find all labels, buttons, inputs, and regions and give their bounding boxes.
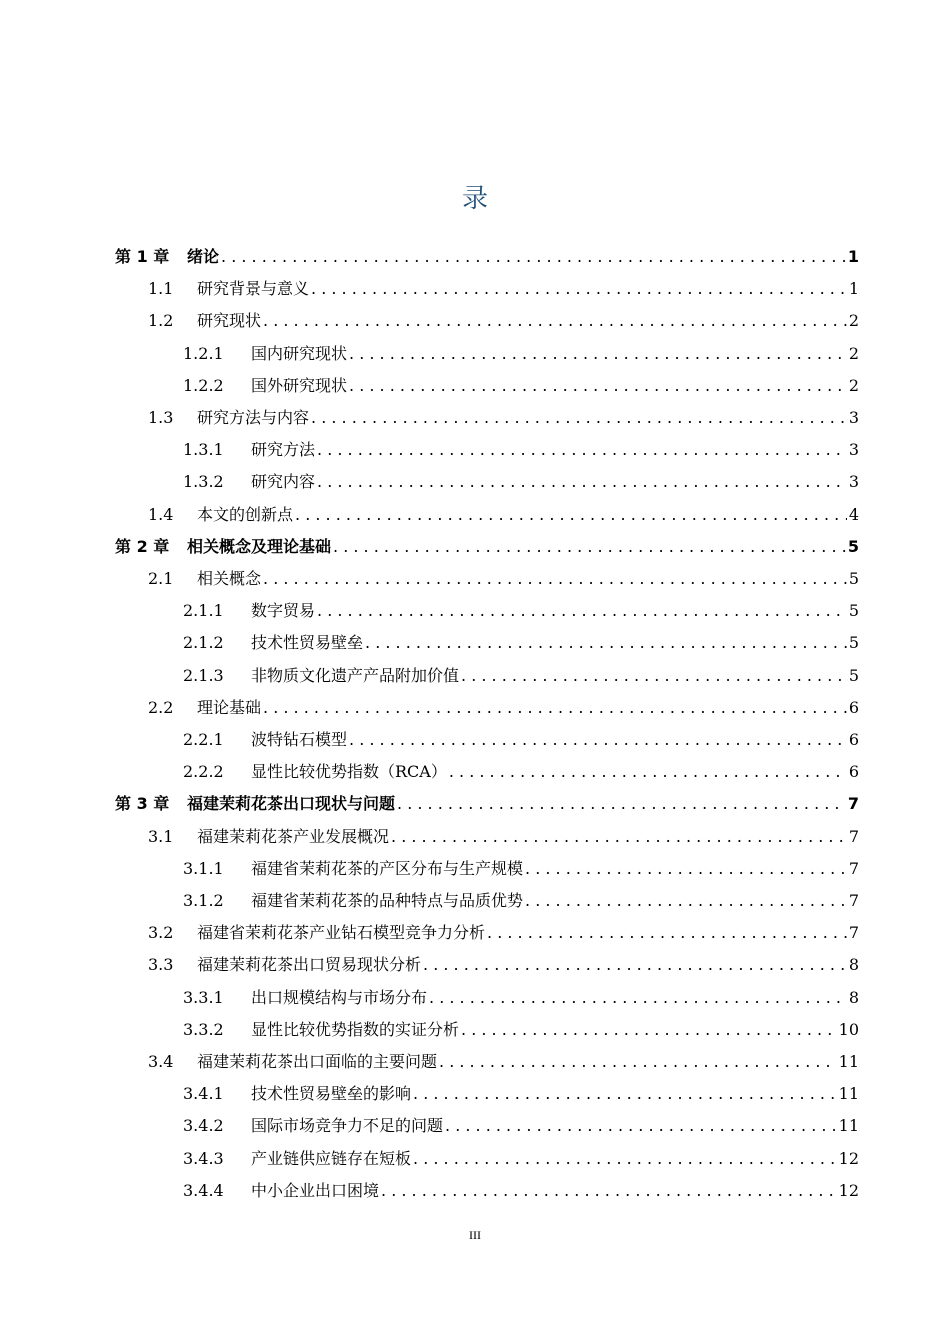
toc-entry-text: 出口规模结构与市场分布 (251, 987, 428, 1007)
toc-entry-page: 4 (848, 504, 859, 524)
toc-entry-page: 6 (848, 697, 859, 717)
toc-entry[interactable] (148, 1049, 859, 1075)
toc-entry-number: 3.3.2 (183, 1019, 224, 1039)
toc-entry-page: 7 (848, 891, 859, 910)
toc-entry-page: 2 (848, 343, 859, 363)
toc-entry-number: 3.4.3 (183, 1148, 224, 1168)
toc-entry-number: 1.1 (148, 279, 174, 299)
toc-entry-page: 5 (848, 601, 859, 621)
toc-entry[interactable] (183, 1146, 859, 1172)
toc-entry-page: 2 (848, 375, 859, 395)
toc-entry-number: 3.3 (148, 955, 174, 975)
toc-entry-text: 国内研究现状 (251, 343, 348, 363)
dot-leader (525, 891, 847, 910)
toc-entry-text: 非物质文化遗产产品附加价值 (251, 665, 460, 685)
toc-entry-text: 绪论 (187, 247, 220, 266)
dot-leader (525, 859, 847, 878)
dot-leader (365, 633, 847, 652)
toc-entry-page: 11 (838, 1084, 859, 1104)
toc-entry[interactable] (183, 1081, 859, 1107)
toc-entry[interactable] (148, 920, 859, 946)
toc-entry[interactable] (115, 791, 859, 817)
toc-entry[interactable] (183, 985, 859, 1011)
dot-leader (263, 569, 847, 588)
toc-entry-number: 1.2.1 (183, 343, 224, 363)
toc-entry-page: 1 (847, 247, 859, 266)
toc-entry[interactable] (148, 952, 859, 978)
dot-leader (461, 1020, 837, 1039)
dot-leader (349, 344, 847, 363)
dot-leader (311, 408, 847, 427)
toc-entry-page: 7 (848, 923, 859, 943)
toc-entry[interactable] (115, 244, 859, 270)
toc-entry-text: 本文的创新点 (197, 504, 294, 524)
toc-entry[interactable] (183, 469, 859, 495)
toc-entry-page: 7 (848, 858, 859, 878)
dot-leader (263, 698, 847, 717)
toc-entry-page: 5 (848, 569, 859, 588)
toc-entry-number: 1.3 (148, 408, 174, 427)
toc-entry-number: 第 1 章 (115, 247, 170, 266)
toc-entry-page: 11 (838, 1116, 859, 1136)
toc-entry[interactable] (183, 598, 859, 624)
toc-entry-text: 数字贸易 (251, 601, 316, 621)
toc-entry-text: 理论基础 (197, 697, 262, 717)
dot-leader (445, 1116, 837, 1135)
toc-entry[interactable] (148, 308, 859, 334)
toc-entry[interactable] (115, 534, 859, 560)
toc-entry-number: 3.4.1 (183, 1084, 224, 1104)
toc-entry-number: 2.2.2 (183, 762, 224, 782)
toc-entry-text: 相关概念 (197, 569, 262, 588)
toc-entry-number: 2.1.1 (183, 601, 224, 621)
toc-entry-number: 3.4.2 (183, 1116, 224, 1136)
toc-entry[interactable] (183, 1178, 859, 1204)
toc-entry-page: 6 (848, 762, 859, 782)
toc-entry[interactable] (183, 1113, 859, 1139)
toc-entry[interactable] (183, 1017, 859, 1043)
dot-leader (423, 955, 847, 974)
toc-entry[interactable] (183, 437, 859, 463)
toc-entry-number: 3.1.1 (183, 858, 224, 878)
toc-entry-number: 1.2.2 (183, 375, 224, 395)
toc-entry-text: 福建省茉莉花茶的产区分布与生产规模 (251, 858, 524, 878)
dot-leader (449, 762, 847, 781)
dot-leader (461, 666, 847, 685)
dot-leader (349, 376, 847, 395)
toc-entry-text: 产业链供应链存在短板 (251, 1148, 412, 1168)
toc-entry-number: 3.4.4 (183, 1180, 224, 1200)
toc-entry-text: 国外研究现状 (251, 375, 348, 395)
toc-entry-page: 1 (848, 279, 859, 299)
dot-leader (263, 311, 847, 330)
toc-entry[interactable] (183, 888, 859, 914)
toc-entry-text: 波特钻石模型 (251, 730, 348, 749)
toc-entry-number: 1.2 (148, 311, 174, 331)
toc-entry-page: 5 (848, 665, 859, 685)
toc-entry[interactable] (148, 502, 859, 528)
toc-entry-text: 福建茉莉花茶产业发展概况 (197, 826, 390, 846)
toc-entry-page: 11 (838, 1052, 859, 1071)
dot-leader (349, 730, 847, 749)
toc-entry[interactable] (148, 405, 859, 431)
dot-leader (487, 923, 847, 942)
toc-title: 录 (461, 184, 488, 214)
toc-entry-page: 8 (848, 955, 859, 975)
toc-entry-text: 技术性贸易壁垒的影响 (251, 1084, 412, 1104)
toc-entry-text: 研究内容 (251, 472, 316, 492)
toc-entry[interactable] (148, 695, 859, 721)
toc-entry-number: 2.1 (148, 569, 174, 588)
toc-entry-number: 3.3.1 (183, 987, 224, 1007)
toc-entry[interactable] (183, 341, 859, 367)
toc-entry-page: 2 (848, 311, 859, 331)
toc-entry-text: 研究背景与意义 (197, 279, 310, 299)
toc-entry-number: 2.1.2 (183, 633, 224, 653)
dot-leader (317, 601, 847, 620)
toc-entry-number: 2.2 (148, 697, 174, 717)
dot-leader (429, 988, 847, 1007)
toc-entry-number: 2.1.3 (183, 665, 224, 685)
toc-entry[interactable] (148, 566, 859, 592)
toc-entry-number: 第 2 章 (115, 536, 170, 556)
toc-entry-page: 5 (848, 633, 859, 653)
toc-entry-text: 研究现状 (197, 311, 262, 331)
toc-entry-text: 研究方法 (251, 440, 316, 460)
toc-entry-page: 10 (838, 1019, 859, 1039)
toc-entry[interactable] (183, 856, 859, 882)
dot-leader (397, 794, 846, 813)
toc-entry-page: 8 (848, 987, 859, 1007)
toc-entry-number: 3.2 (148, 923, 174, 943)
toc-entry[interactable] (183, 630, 859, 656)
dot-leader (295, 505, 847, 524)
toc-entry[interactable] (148, 824, 859, 850)
toc-entry-page: 12 (838, 1180, 859, 1200)
toc-entry-text: 显性比较优势指数（RCA） (251, 762, 447, 782)
toc-entry-text: 相关概念及理论基础 (187, 536, 332, 556)
toc-entry-page: 3 (848, 472, 859, 492)
toc-entry-text: 福建省茉莉花茶的品种特点与品质优势 (251, 891, 524, 910)
toc-entry-number: 1.3.1 (183, 440, 224, 460)
toc-entry-text: 福建茉莉花茶出口面临的主要问题 (197, 1052, 438, 1071)
toc-entry-number: 3.4 (148, 1052, 174, 1071)
toc-entry-number: 3.1 (148, 826, 174, 846)
toc-entry-text: 研究方法与内容 (197, 408, 310, 427)
toc-entry-text: 显性比较优势指数的实证分析 (251, 1019, 460, 1039)
toc-entry-text: 福建省茉莉花茶产业钻石模型竞争力分析 (197, 923, 486, 943)
dot-leader (413, 1084, 837, 1103)
dot-leader (333, 537, 846, 556)
dot-leader (413, 1149, 837, 1168)
toc-entry-number: 1.3.2 (183, 472, 224, 492)
toc-entry-number: 2.2.1 (183, 730, 224, 749)
dot-leader (317, 472, 847, 491)
toc-entry[interactable] (183, 759, 859, 785)
toc-entry[interactable] (148, 276, 859, 302)
toc-entry-number: 1.4 (148, 504, 174, 524)
toc-entry[interactable] (183, 373, 859, 399)
toc-entry-number: 3.1.2 (183, 891, 224, 910)
dot-leader (381, 1181, 837, 1200)
dot-leader (317, 440, 847, 459)
toc-entry[interactable] (183, 663, 859, 689)
toc-entry-number: 第 3 章 (115, 794, 170, 814)
toc-entry-page: 7 (847, 794, 859, 814)
page-number-footer: III (469, 1228, 481, 1242)
toc-entry-page: 7 (848, 826, 859, 846)
dot-leader (391, 827, 847, 846)
toc-entry-page: 5 (847, 536, 859, 556)
toc-entry-page: 3 (848, 440, 859, 460)
dot-leader (439, 1052, 837, 1071)
toc-entry-page: 3 (848, 408, 859, 427)
dot-leader (221, 247, 846, 266)
dot-leader (311, 279, 847, 298)
toc-entry-text: 技术性贸易壁垒 (251, 633, 364, 653)
toc-entry-text: 中小企业出口困境 (251, 1180, 380, 1200)
toc-entry-page: 12 (838, 1148, 859, 1168)
toc-entry-page: 6 (848, 730, 859, 749)
toc-entry[interactable] (183, 727, 859, 753)
toc-entry-text: 福建茉莉花茶出口贸易现状分析 (197, 955, 422, 975)
toc-entry-text: 国际市场竞争力不足的问题 (251, 1116, 444, 1136)
toc-entry-text: 福建茉莉花茶出口现状与问题 (187, 794, 396, 814)
